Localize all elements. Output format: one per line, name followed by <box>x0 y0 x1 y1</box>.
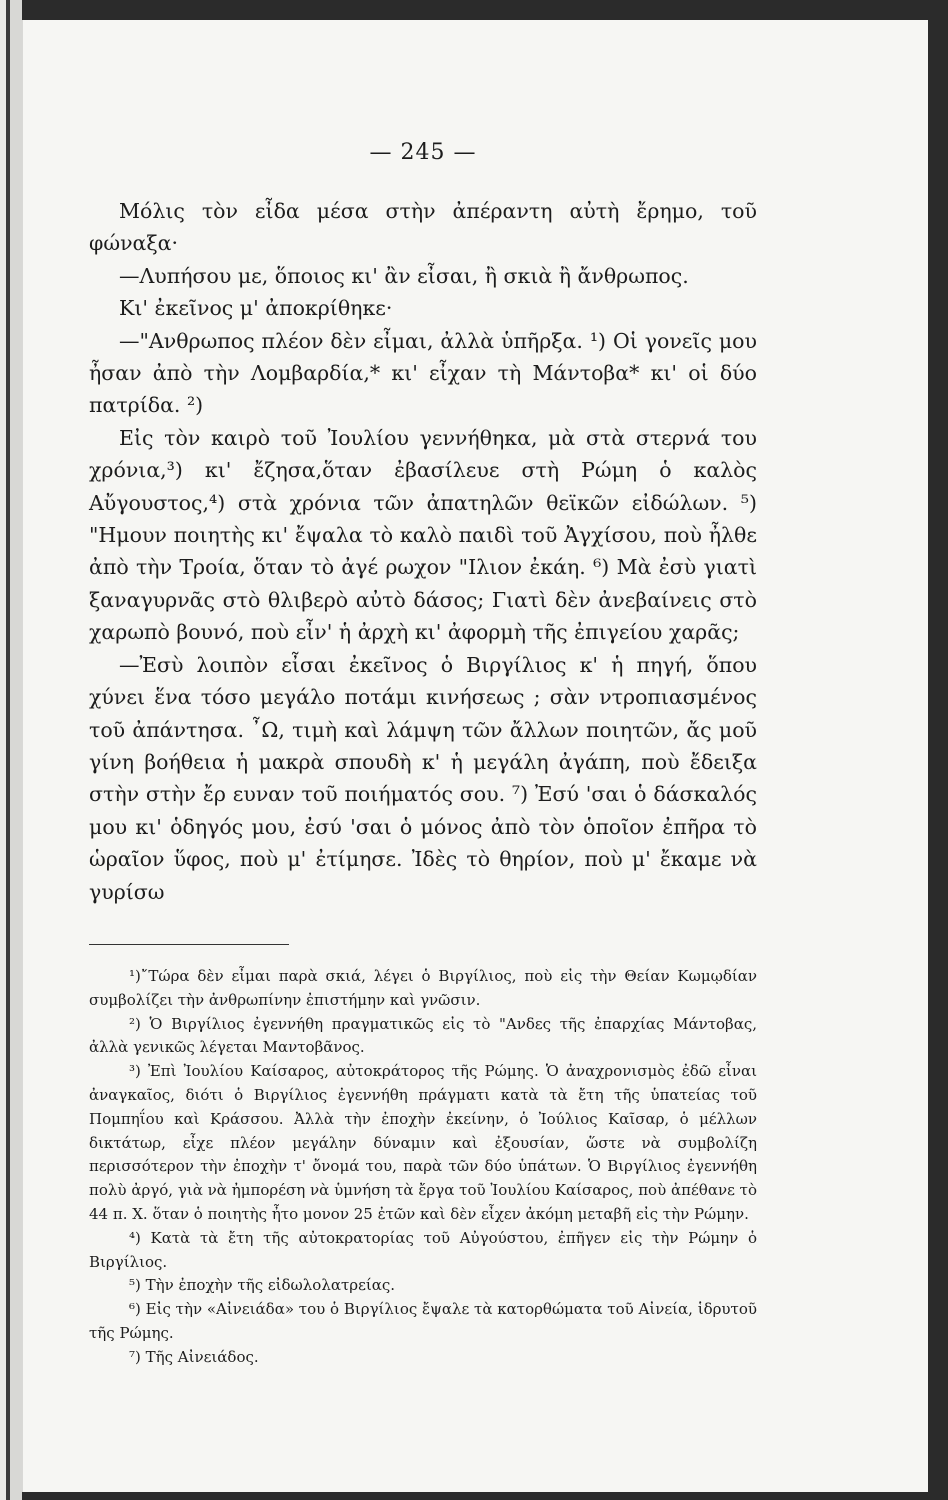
book-page <box>22 20 928 1492</box>
footnotes <box>89 965 757 1370</box>
main-text <box>89 195 757 908</box>
footnote-divider <box>89 944 289 945</box>
footnote: ¹)῎Τώρα δὲν εἶμαι παρὰ σκιά, λέγει ὁ Βιργίλιος, ποὺ εἰς τὴν Θείαν Κωμῳδίαν συμβολίζει τὴν ἀνθρωπίνην ἐπιστήμην καὶ γνῶσιν. <box>89 966 757 1009</box>
paragraph: —Ἐσὺ λοιπὸν εἶσαι ἐκεῖνος ὁ Βιργίλιος κ' ἡ πηγή, ὅπου χύνει ἕνα τόσο μεγάλο ποτάμι κινήσεως ; σὰν ντροπιασμένος τοῦ ἀπάντησα. ῏Ω, τιμὴ καὶ λάμψη τῶν ἄλλων ποιητῶν, ἄς μοῦ γίνη βοήθεια ἡ μακρὰ σπουδὴ κ' ἡ μεγάλη ἀγάπη, ποὺ ἔδειξα στὴν στὴν ἔρ ευναν τοῦ ποιήματός σου. ⁷) Ἐσύ 'σαι ὁ δάσκαλός μου κι' ὁδηγός μου, ἐσύ 'σαι ὁ μόνος ἀπὸ τὸν ὁποῖον ἐπῆρα τὸ ὡραῖον ὕφος, ποὺ μ' ἐτίμησε. Ἰδὲς τὸ θηρίον, ποὺ μ' ἔκαμε νὰ γυρίσω <box>89 652 757 904</box>
paragraph: —Λυπήσου με, ὅποιος κι' ἂν εἶσαι, ἢ σκιὰ ἢ ἄνθρωπος. <box>119 263 689 288</box>
footnote: ⁴) Κατὰ τὰ ἔτη τῆς αὐτοκρατορίας τοῦ Αὐγούστου, ἐπῆγεν εἰς τὴν Ρώμην ὁ Βιργίλιος. <box>89 1228 757 1271</box>
footnote: ²) Ὁ Βιργίλιος ἐγεννήθη πραγματικῶς εἰς τὸ "Ανδες τῆς ἐπαρχίας Μάντοβας, ἀλλὰ γενικῶς λέγεται Μαντοβᾶνος. <box>89 1014 757 1057</box>
previous-page-edge <box>0 0 22 1500</box>
footnote: ⁶) Εἰς τὴν «Αἰνειάδα» του ὁ Βιργίλιος ἔψαλε τὰ κατορθώματα τοῦ Αἰνεία, ἱδρυτοῦ τῆς Ρώμης. <box>89 1300 757 1342</box>
paragraph: Μόλις τὸν εἶδα μέσα στὴν ἀπέραντη αὐτὴ ἔρημο, τοῦ φώναξα· <box>89 199 757 256</box>
footnote: ⁵) Τὴν ἐποχὴν τῆς εἰδωλολατρείας. <box>129 1276 396 1295</box>
footnote: ⁷) Τῆς Αἰνειάδος. <box>129 1347 259 1366</box>
paragraph: —"Ανθρωπος πλέον δὲν εἶμαι, ἀλλὰ ὑπῆρξα. ¹) Οἱ γονεῖς μου ἦσαν ἀπὸ τὴν Λομβαρδία,* κι' εἶχαν τὴ Μάντοβα* κι' οἱ δύο πατρίδα. ²) <box>89 328 757 418</box>
page-content <box>89 140 757 1369</box>
page-number: — 245 — <box>369 140 477 165</box>
footnote: ³) Ἐπὶ Ἰουλίου Καίσαρος, αὐτοκράτορος τῆς Ρώμης. Ὁ ἀναχρονισμὸς ἐδῶ εἶναι ἀναγκαῖος, διότι ὁ Βιργίλιος ἐγεννήθη πράγματι κατὰ τὰ ἔτη τῆς ὑπατείας τοῦ Πομπηΐου καὶ Κράσσου. Ἀλλὰ τὴν ἐποχὴν ἐκείνην, ὁ Ἰούλιος Καῖσαρ, ὁ μέλλων δικτάτωρ, εἶχε πλέον μεγάλην δύναμιν καὶ ἐξουσίαν, ὥστε νὰ συμβολίζη περισσότερον τὴν ἐποχὴν τ' ὄνομά του, παρὰ τῶν δύο ὑπάτων. Ὁ Βιργίλιος ἐγεννήθη πολὺ ἀργό, γιὰ νὰ ἠμπορέση νὰ ὑμνήση τὰ ἔργα τοῦ Ἰουλίου Καίσαρος, ποὺ ἀπέθανε τὸ 44 π. Χ. ὅταν ὁ ποιητὴς ἦτο μονον 25 ἐτῶν καὶ δὲν εἶχεν ἀκόμη μεταβῆ εἰς τὴν Ρώμην. <box>89 1062 757 1223</box>
paragraph: Εἰς τὸν καιρὸ τοῦ Ἰουλίου γεννήθηκα, μὰ στὰ στερνά του χρόνια,³) κι' ἔζησα,ὅταν ἐβασίλευε στὴ Ρώμη ὁ καλὸς Αὔγουστος,⁴) στὰ χρόνια τῶν ἀπατηλῶν θεϊκῶν εἰδώλων. ⁵) "Ημουν ποιητὴς κι' ἔψαλα τὸ καλὸ παιδὶ τοῦ Ἀγχίσου, ποὺ ἦλθε ἀπὸ τὴν Τροία, ὅταν τὸ ἀγέ ρωχον "Ιλιον ἐκάη. ⁶) Μὰ ἐσὺ γιατὶ ξαναγυρνᾶς στὸ θλιβερὸ αὐτὸ δάσος; Γιατὶ δὲν ἀνεβαίνεις στὸ χαρωπὸ βουνό, ποὺ εἶν' ἡ ἀρχὴ κι' ἀφορμὴ τῆς ἐπιγείου χαρᾶς; <box>89 425 757 645</box>
paragraph: Κι' ἐκεῖνος μ' ἀποκρίθηκε· <box>119 296 393 321</box>
